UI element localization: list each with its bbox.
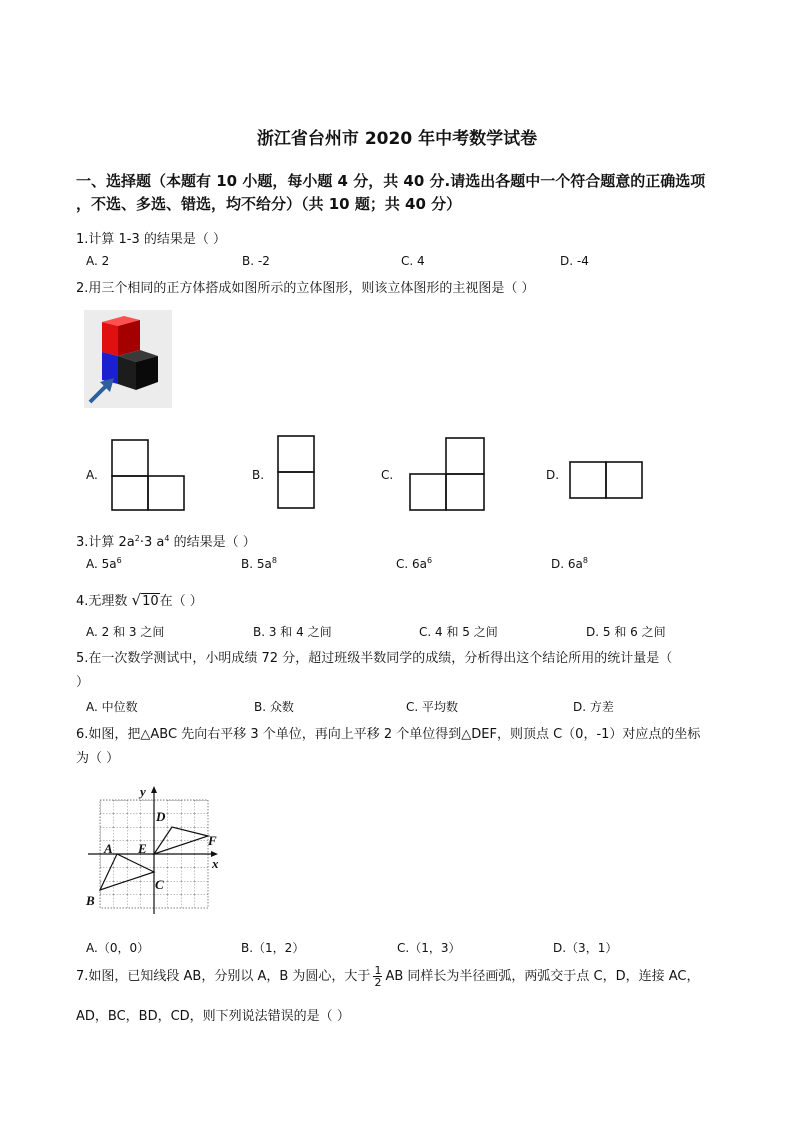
q5-option-c: C. 平均数 [406, 700, 459, 714]
q2-option-b-figure [276, 434, 318, 510]
q2-option-a-figure [110, 438, 188, 514]
q3-option-c: C. $6a^6$ [396, 556, 433, 571]
q6-option-c: C.（1，3） [397, 941, 461, 955]
q6-option-d: D.（3，1） [553, 941, 618, 955]
sqrt-sign: √ [131, 591, 142, 609]
question-1-stem: 1.计算 1-3 的结果是（ ） [76, 232, 227, 247]
q5-option-a: A. 中位数 [86, 700, 138, 714]
q2-option-b-label: B. [252, 468, 265, 482]
fraction-one-half: $\frac{1}{2}$ [374, 964, 382, 989]
section-heading-line2: ，不选、多选、错选，均不给分）（共 10 题；共 40 分） [76, 195, 462, 213]
y-axis-label: y [140, 784, 146, 799]
q4-option-d: D. 5 和 6 之间 [586, 625, 666, 639]
q5-option-d: D. 方差 [573, 700, 614, 714]
question-7-line2: AD，BC，BD，CD，则下列说法错误的是（ ） [76, 1009, 350, 1024]
question-6-line1: 6.如图，把△ABC 先向右平移 3 个单位，再向上平移 2 个单位得到△DEF，则顶点 C（0，-1）对应点的坐标 [76, 727, 701, 742]
q3-option-d: D. $6a^8$ [551, 556, 588, 571]
q4-option-b: B. 3 和 4 之间 [253, 625, 332, 639]
section-heading-line1: 一、选择题（本题有 10 小题，每小题 4 分，共 40 分.请选出各题中一个符合题意的正确选项 [76, 172, 706, 190]
q6-option-a: A.（0，0） [86, 941, 150, 955]
q1-option-a: A. 2 [86, 254, 110, 268]
question-2-stem: 2.用三个相同的正方体搭成如图所示的立体图形，则该立体图形的主视图是（ ） [76, 281, 535, 296]
question-6-line2: 为（ ） [76, 751, 120, 766]
q3-option-b: B. $5a^8$ [241, 556, 277, 571]
q3-option-a: A. $5a^6$ [86, 556, 122, 571]
coordinate-grid-figure [82, 782, 224, 914]
radicand: 10 [142, 594, 159, 609]
bottom-black-cube [118, 350, 158, 390]
top-red-cube [102, 316, 140, 356]
q1-option-d: D. -4 [560, 254, 589, 268]
q1-option-b: B. -2 [242, 254, 270, 268]
exam-title: 浙江省台州市 2020 年中考数学试卷 [256, 129, 538, 149]
x-axis-label: x [212, 856, 219, 871]
question-4-stem: 4.无理数 √10在（ ） [76, 591, 203, 609]
q2-option-c-figure [408, 436, 488, 514]
question-3-stem: 3.计算 $2a^2\cdot 3$ $a^4$ 的结果是（ ） [76, 534, 256, 550]
point-b-label: B [86, 893, 95, 908]
q1-option-c: C. 4 [401, 254, 425, 268]
point-f-label: F [208, 833, 217, 848]
q4-option-a: A. 2 和 3 之间 [86, 625, 165, 639]
question-5-line1: 5.在一次数学测试中，小明成绩 72 分，超过班级半数同学的成绩，分析得出这个结论所用的统计量是（ [76, 651, 673, 666]
q2-option-d-figure [568, 460, 646, 502]
q6-option-b: B.（1，2） [241, 941, 305, 955]
y-axis-arrow [151, 786, 157, 793]
point-c-label: C [155, 877, 164, 892]
q2-option-a-label: A. [86, 468, 98, 482]
q5-option-b: B. 众数 [254, 700, 294, 714]
cube-stack-figure [84, 310, 172, 408]
q2-option-d-label: D. [546, 468, 560, 482]
point-a-label: A [104, 841, 113, 856]
point-e-label: E [138, 841, 147, 856]
point-d-label: D [156, 809, 166, 824]
question-5-line2: ） [76, 675, 90, 690]
q2-option-c-label: C. [381, 468, 394, 482]
question-7-line1: 7.如图，已知线段 AB，分别以 A，B 为圆心，大于 $\frac{1}{2}$ AB 同样长为半径画弧，两弧交于点 C，D，连接 AC， [76, 964, 700, 989]
q4-option-c: C. 4 和 5 之间 [419, 625, 498, 639]
